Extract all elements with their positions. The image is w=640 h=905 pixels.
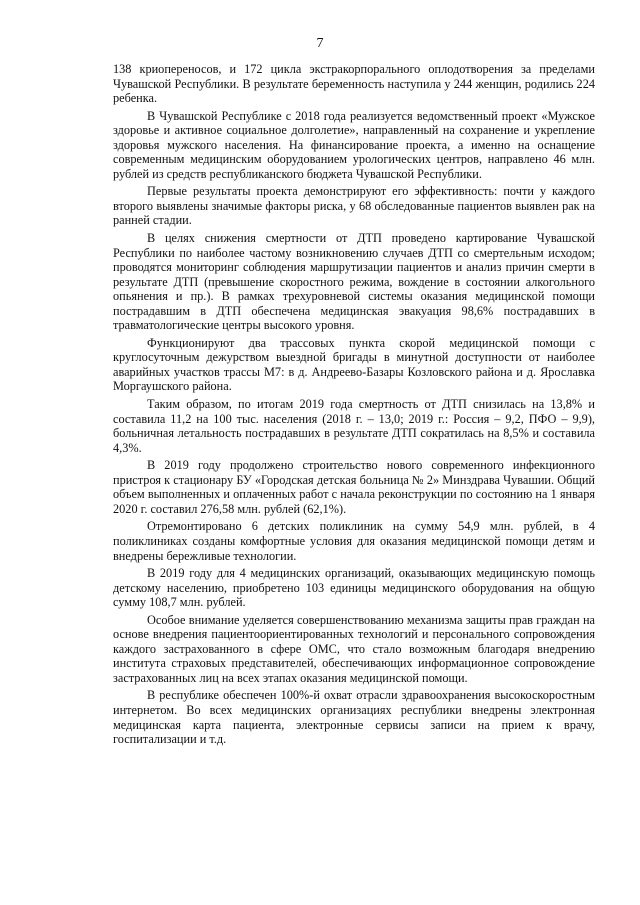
paragraph: Отремонтировано 6 детских поликлиник на сумму 54,9 млн. рублей, в 4 поликлиниках созданы комфортные условия для оказания медицинской помощи детям и внедрены бережливые технологии. [113, 519, 595, 563]
paragraph: В 2019 году продолжено строительство нового современного инфекционного пристроя к стационару БУ «Городская детская больница № 2» Минздрава Чувашии. Общий объем выполненных и оплаченных работ с начала реконструкции по состоянию на 1 января 2020 г. составил 276,58 млн. рублей (62,1%). [113, 458, 595, 516]
paragraph: В 2019 году для 4 медицинских организаций, оказывающих медицинскую помощь детскому населению, приобретено 103 единицы медицинского оборудования на общую сумму 108,7 млн. рублей. [113, 566, 595, 610]
paragraph: Таким образом, по итогам 2019 года смертность от ДТП снизилась на 13,8% и составила 11,2 на 100 тыс. населения (2018 г. – 13,0; 2019 г.: Россия – 9,2, ПФО – 9,9), больничная летальность пострадавших в результате ДТП сократилась на 8,5% и составила 4,3%. [113, 397, 595, 455]
page-number: 7 [316, 36, 324, 51]
paragraph: В целях снижения смертности от ДТП проведено картирование Чувашской Республики по наиболее частому возникновению случаев ДТП со смертельным исходом; проводятся мониторинг соблюдения маршрутизации пациентов и анализ причин смерти в результате ДТП (превышение скоростного режима, вождение в состоянии алкогольного опьянения и пр.). В рамках трехуровневой системы оказания медицинской помощи пострадавшим в ДТП обеспечена медицинская эвакуация 98,6% пострадавших в травматологические центры высокого уровня. [113, 231, 595, 333]
paragraph: В Чувашской Республике с 2018 года реализуется ведомственный проект «Мужское здоровье и активное социальное долголетие», направленный на сохранение и укрепление здоровья мужского населения. На финансирование проекта, а именно на оснащение современным медицинским оборудованием урологических центров, направлено 46 млн. рублей из средств республиканского бюджета Чувашской Республики. [113, 108, 595, 181]
document-body [113, 62, 595, 750]
paragraph: 138 криопереносов, и 172 цикла экстракорпорального оплодотворения за пределами Чувашской Республики. В результате беременность наступила у 244 женщин, родились 224 ребенка. [113, 62, 595, 106]
paragraph: Функционируют два трассовых пункта скорой медицинской помощи с круглосуточным дежурством выездной бригады в минутной доступности от наиболее аварийных участков трассы М7: в д. Андреево-Базары Козловского района и д. Ярославка Моргаушского района. [113, 335, 595, 394]
paragraph: Первые результаты проекта демонстрируют его эффективность: почти у каждого второго выявлены значимые факторы риска, у 68 обследованные пациентов выявлен рак на ранней стадии. [113, 184, 595, 228]
paragraph: В республике обеспечен 100%-й охват отрасли здравоохранения высокоскоростным интернетом. Во всех медицинских организациях республики внедрены электронная медицинская карта пациента, электронные сервисы записи на прием к врачу, госпитализации и т.д. [113, 688, 595, 747]
paragraph: Особое внимание уделяется совершенствованию механизма защиты прав граждан на основе внедрения пациентоориентированных технологий и персонального сопровождения каждого застрахованного в сфере ОМС, что стало возможным благодаря внедрению института страховых представителей, обеспечивающих информационное сопровождение застрахованных лиц на всех этапах оказания медицинской помощи. [113, 612, 595, 685]
